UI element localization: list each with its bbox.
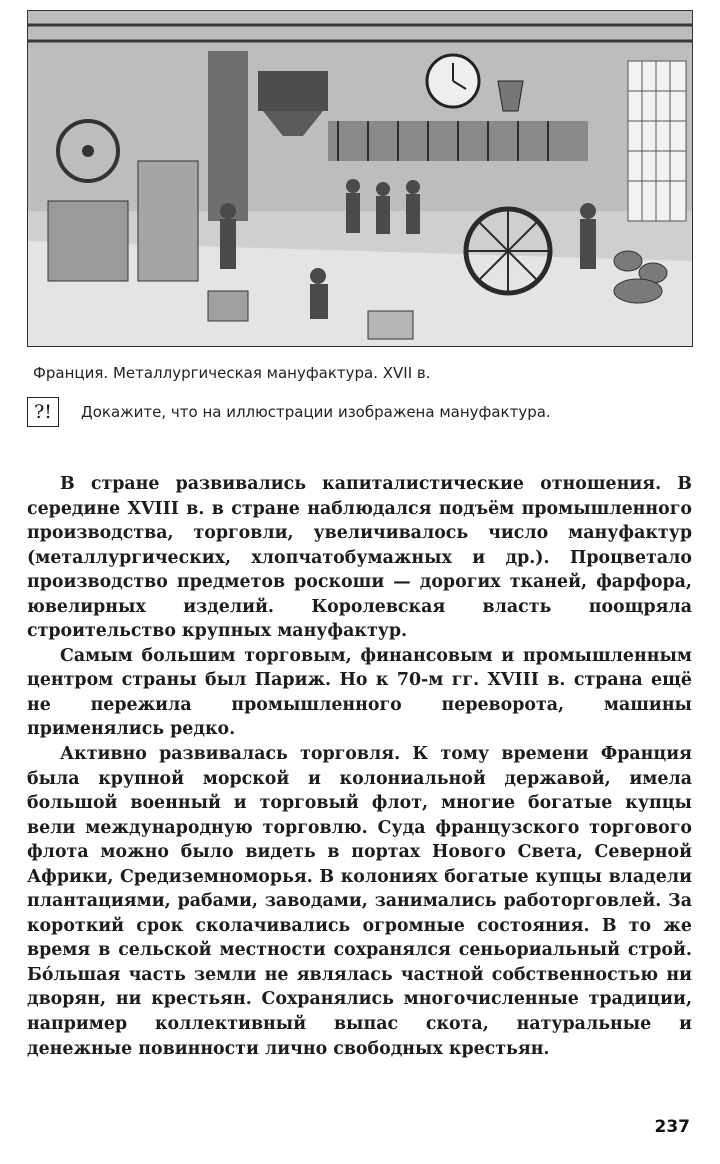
main-text <box>27 472 692 1061</box>
paragraph-1: В стране развивались капиталистические отношения. В середине XVIII в. в стране наблюдался подъём промышленного производства, торговли, увеличивалось число мануфактур (металлургических, хлопчатобумажных и др.). Процветало производство предметов роскоши — дорогих тканей, фарфора, ювелирных изделий. Королевская власть поощряла строительство крупных мануфактур. <box>27 474 692 642</box>
paragraph-2: Самым большим торговым, финансовым и промышленным центром страны был Париж. Но к 70-м гг. XVIII в. страна ещё не пережила промышленного переворота, машины применялись редко. <box>27 645 692 740</box>
manufactory-illustration <box>27 10 693 347</box>
question-exclamation-icon: ?! <box>27 397 59 427</box>
task-block <box>27 397 551 427</box>
paragraph-3: Активно развивалась торговля. К тому времени Франция была крупной морской и колониальной державой, имела большой военный и торговый флот, многие богатые купцы вели международную торговлю. Суда французского торгового флота можно было видеть в портах Нового Света, Северной Африки, Средиземноморья. В колониях богатые купцы владели плантациями, рабами, заводами, занимались работорговлей. За короткий срок сколачивались огромные состояния. В то же время в сельской местности сохранялся сеньориальный строй. Бóльшая часть земли не являлась частной собственностью ни дворян, ни крестьян. Сохранялись многочисленные традиции, например коллективный выпас скота, натуральные и денежные повинности лично свободных крестьян. <box>27 744 692 1059</box>
figure-caption: Франция. Металлургическая мануфактура. XVII в. <box>33 364 431 382</box>
task-text: Докажите, что на иллюстрации изображена мануфактура. <box>81 403 551 421</box>
page-number: 237 <box>654 1117 690 1137</box>
